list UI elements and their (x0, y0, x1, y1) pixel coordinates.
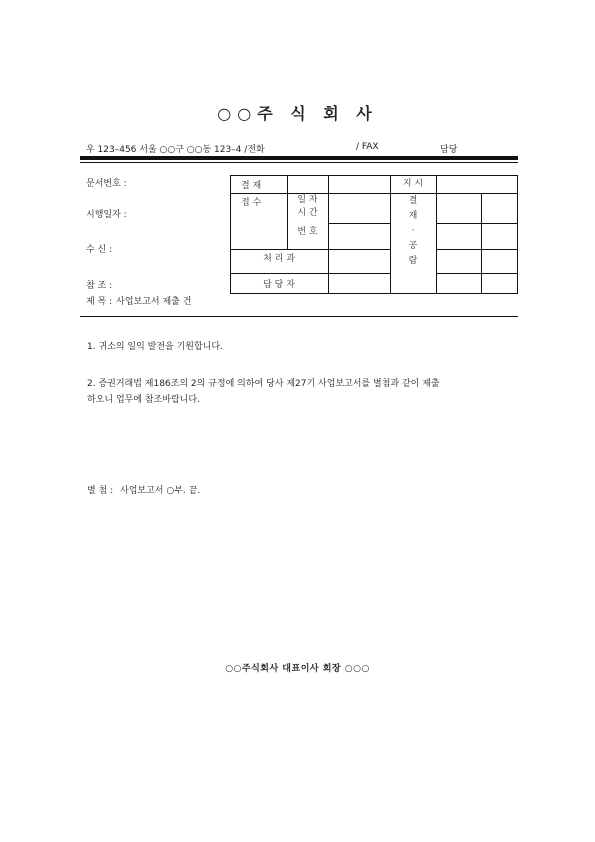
body-line-2a: 2. 증권거래법 제186조의 2의 규정에 의하여 당사 제27기 사업보고서를 별첨과 같이 제출 (87, 379, 440, 389)
body-line-2b: 하오니 업무에 참조바랍니다. (87, 395, 200, 405)
table-line (230, 273, 390, 274)
date-field (86, 207, 127, 220)
header-rule-thin (80, 162, 518, 163)
address-fax: / FAX (356, 142, 379, 152)
doc-number-field (86, 176, 127, 189)
table-line (481, 193, 482, 294)
address-contact: 담당 (440, 145, 458, 155)
subject-field (86, 294, 191, 307)
date-label: 시행일자 : (86, 210, 127, 220)
subject-value: 사업보고서 제출 건 (116, 297, 192, 307)
attachment-value: 사업보고서 ○부. 끝. (120, 486, 201, 496)
attachment-line (87, 483, 200, 496)
section-rule (80, 316, 518, 317)
subject-label: 제 목 : (86, 297, 113, 307)
cell-receipt: 접 수 (241, 198, 262, 208)
body-line-1: 1. 귀소의 일익 발전을 기원합니다. (87, 342, 223, 352)
cell-approval: 결 재 (241, 181, 262, 191)
table-line (230, 193, 518, 194)
table-line (436, 273, 518, 274)
table-line (436, 223, 518, 224)
table-line (328, 223, 390, 224)
cell-approval-share: 결 재 · 공 람 (408, 196, 418, 266)
table-line (328, 175, 329, 294)
address-phone: 우 123–456 서울 ○○구 ○○동 123–4 /전화 (86, 145, 265, 155)
attachment-label: 별 첨 : (87, 486, 114, 496)
doc-number-label: 문서번호 : (86, 179, 127, 189)
company-title: ○○주 식 회 사 (217, 104, 378, 123)
reference-field (86, 278, 112, 291)
table-line (436, 249, 518, 250)
header-rule-thick (80, 156, 518, 160)
cell-number: 번 호 (297, 227, 318, 237)
table-line (230, 249, 390, 250)
cell-instruction: 지 시 (402, 179, 424, 189)
cell-person: 담 당 자 (263, 280, 295, 290)
cell-dept: 처 리 과 (263, 254, 295, 264)
cell-date-time: 일 자 시 간 (297, 195, 318, 218)
signature-footer: ○○주식회사 대표이사 회장 ○○○ (225, 664, 370, 674)
recipient-label: 수 신 : (86, 245, 113, 255)
reference-label: 참 조 : (86, 281, 113, 291)
table-line (436, 175, 437, 294)
recipient-field (86, 242, 112, 255)
